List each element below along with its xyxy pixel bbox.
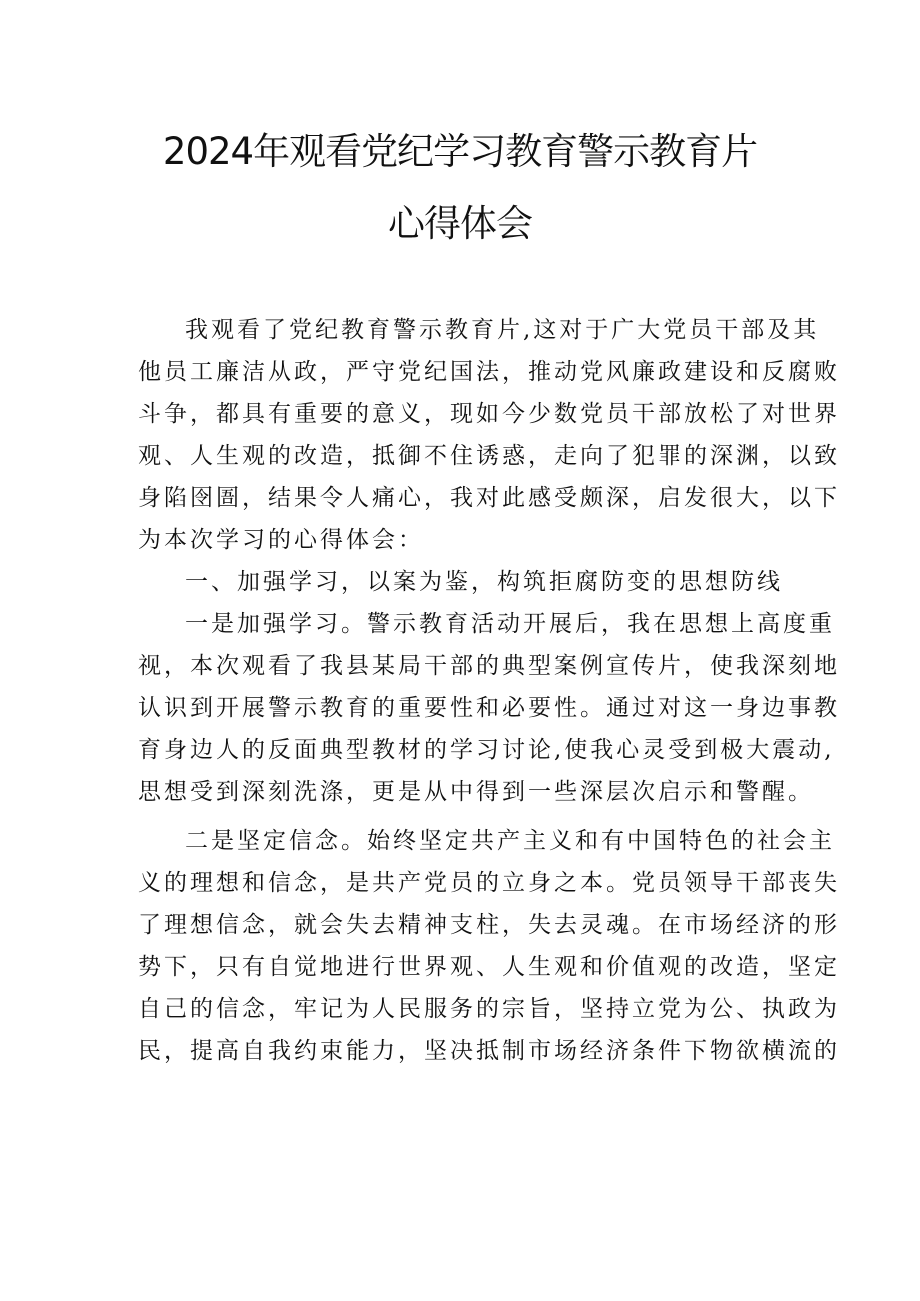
paragraph-line: 认识到开展警示教育的重要性和必要性。通过对这一身边事教: [138, 695, 840, 721]
paragraph-line: 身陷囹圄，结果令人痛心，我对此感受颇深，启发很大，以下: [138, 485, 840, 511]
paragraph-line: 民，提高自我约束能力，坚决抵制市场经济条件下物欲横流的: [138, 1038, 840, 1064]
paragraph-line: 斗争，都具有重要的意义，现如今少数党员干部放松了对世界: [138, 401, 840, 427]
paragraph-line: 一是加强学习。警示教育活动开展后，我在思想上高度重: [185, 611, 835, 637]
paragraph-line: 他员工廉洁从政，严守党纪国法，推动党风廉政建设和反腐败: [138, 359, 840, 385]
section-heading: 一、加强学习，以案为鉴，构筑拒腐防变的思想防线: [185, 569, 783, 595]
paragraph-line: 思想受到深刻洗涤，更是从中得到一些深层次启示和警醒。: [138, 779, 814, 805]
paragraph-line: 自己的信念，牢记为人民服务的宗旨，坚持立党为公、执政为: [138, 996, 840, 1022]
paragraph-intro: [138, 309, 840, 561]
paragraph-line: 育身边人的反面典型教材的学习讨论,使我心灵受到极大震动,: [138, 737, 835, 763]
document-title-line-2: 心得体会: [388, 202, 532, 245]
paragraph-line: 了理想信念，就会失去精神支柱，失去灵魂。在市场经济的形: [138, 912, 840, 938]
document-body: [138, 309, 840, 1072]
paragraph-line: 我观看了党纪教育警示教育片,这对于广大党员干部及其: [185, 317, 820, 343]
paragraph-line: 视，本次观看了我县某局干部的典型案例宣传片，使我深刻地: [138, 653, 840, 679]
paragraph-study: [138, 603, 840, 813]
paragraph-line: 义的理想和信念，是共产党员的立身之本。党员领导干部丧失: [138, 870, 840, 896]
paragraph-belief: [138, 820, 840, 1072]
paragraph-line: 观、人生观的改造，抵御不住诱惑，走向了犯罪的深渊，以致: [138, 443, 840, 469]
document-title-line-1: 2024年观看党纪学习教育警示教育片: [162, 130, 758, 173]
paragraph-line: 势下，只有自觉地进行世界观、人生观和价值观的改造，坚定: [138, 954, 840, 980]
paragraph-line: 为本次学习的心得体会：: [138, 527, 424, 553]
paragraph-line: 二是坚定信念。始终坚定共产主义和有中国特色的社会主: [185, 828, 835, 854]
